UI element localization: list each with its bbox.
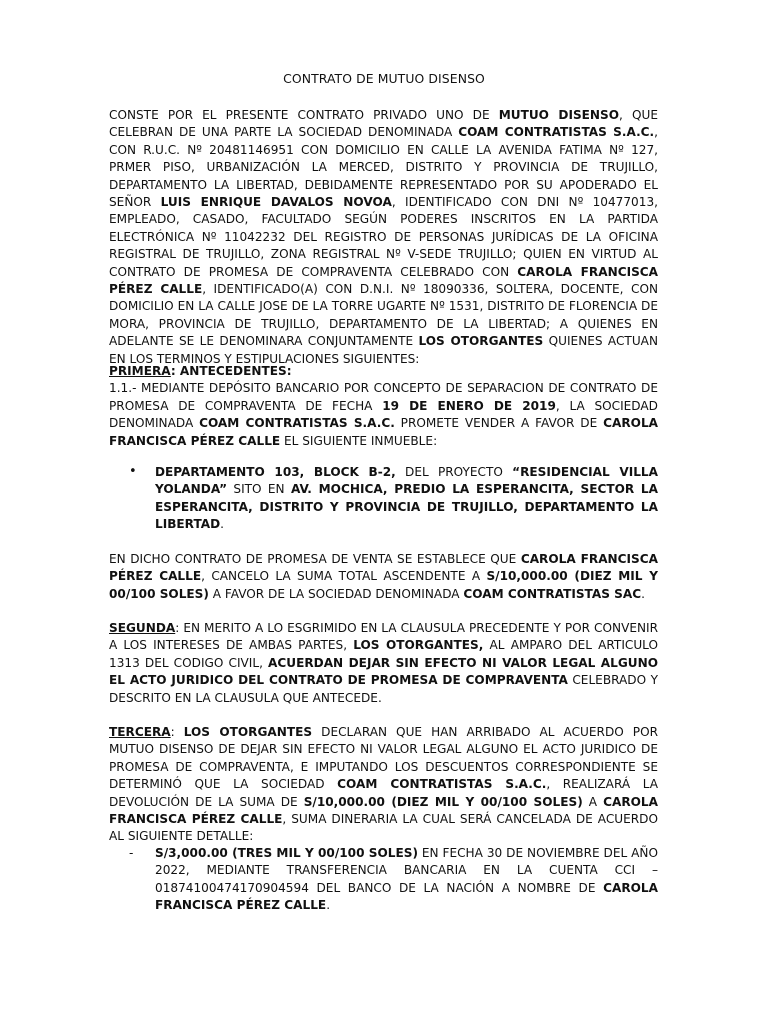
clause-segunda bbox=[109, 620, 658, 707]
text-run: A FAVOR DE LA SOCIEDAD DENOMINADA bbox=[208, 586, 464, 601]
text-run: S/10,000.00 (DIEZ MIL Y 00/100 SOLES) bbox=[303, 794, 583, 809]
text-run: SEGUNDA bbox=[109, 621, 176, 635]
text-run: 19 DE ENERO DE 2019 bbox=[382, 398, 556, 413]
payment-paragraph bbox=[109, 551, 658, 603]
text-run: COAM CONTRATISTAS S.A.C. bbox=[337, 777, 547, 792]
text-run: DEL PROYECTO bbox=[395, 465, 513, 479]
text-run: . bbox=[326, 898, 331, 913]
text-run: LOS OTORGANTES bbox=[183, 725, 313, 739]
text-run: S/3,000.00 (TRES MIL Y 00/100 SOLES) bbox=[155, 846, 418, 860]
dash-marker: - bbox=[129, 846, 134, 860]
text-run: PROMETE VENDER A FAVOR DE bbox=[394, 416, 604, 431]
text-run: CAROLA FRANCISCA PÉREZ CALLE bbox=[109, 794, 658, 827]
text-run: : bbox=[170, 725, 184, 739]
text-run: TERCERA bbox=[109, 725, 171, 739]
text-run: LOS OTORGANTES, bbox=[353, 638, 484, 653]
text-run: : EN MERITO A LO ESGRIMIDO EN LA CLAUSULA PRECEDENTE Y POR CONVENIR A LOS INTERESES DE AMBAS PARTES, bbox=[109, 621, 658, 653]
text-run: EN FECHA 30 DE NOVIEMBRE DEL AÑO 2022, MEDIANTE TRANSFERENCIA BANCARIA EN LA CUENTA CCI – 01874100474170904594 DEL BANCO DE LA NACIÓN A NOMBRE DE bbox=[155, 846, 658, 895]
text-run: EN DICHO CONTRATO DE PROMESA DE VENTA SE ESTABLECE QUE bbox=[109, 552, 521, 566]
document-title: CONTRATO DE MUTUO DISENSO bbox=[283, 71, 485, 86]
text-run: , QUE CELEBRAN DE UNA PARTE LA SOCIEDAD DENOMINADA bbox=[109, 108, 658, 140]
text-run: SITO EN bbox=[227, 482, 291, 497]
text-run: LUIS ENRIQUE DAVALOS NOVOA bbox=[160, 195, 392, 210]
text-run: CELEBRADO Y DESCRITO EN LA CLAUSULA QUE ANTECEDE. bbox=[109, 673, 659, 705]
text-run: , IDENTIFICADO(A) CON D.N.I. Nº 18090336, SOLTERA, DOCENTE, CON DOMICILIO EN LA CALLE JOSE DE LA TORRE UGARTE Nº 1531, DISTRITO DE FLORENCIA DE MORA, PROVINCIA DE TRUJILLO, DEPARTAMENTO DE LA LIBERTAD; A QUIENES EN ADELANTE SE LE DENOMINARA CONJUNTAMENTE bbox=[109, 282, 659, 349]
text-run: PRIMERA bbox=[109, 364, 171, 378]
text-run: QUIENES ACTUAN EN LOS TERMINOS Y ESTIPULACIONES SIGUIENTES: bbox=[109, 334, 658, 366]
text-run: 1.1.- MEDIANTE DEPÓSITO BANCARIO POR CONCEPTO DE SEPARACION DE CONTRATO DE PROMESA DE COMPRAVENTA DE FECHA bbox=[109, 381, 658, 413]
text-run: , CANCELO LA SUMA TOTAL ASCENDENTE A bbox=[201, 569, 487, 584]
text-run: A bbox=[582, 794, 604, 809]
text-run: CAROLA FRANCISCA PÉREZ CALLE bbox=[109, 416, 659, 448]
text-run: LOS OTORGANTES bbox=[418, 334, 544, 349]
text-run: COAM CONTRATISTAS S.A.C. bbox=[458, 125, 655, 140]
text-run: , SUMA DINERARIA LA CUAL SERÁ CANCELADA DE ACUERDO AL SIGUIENTE DETALLE: bbox=[109, 812, 658, 844]
text-run: S/10,000.00 (DIEZ MIL Y 00/100 SOLES) bbox=[109, 569, 658, 601]
bullet-marker: • bbox=[129, 464, 137, 479]
text-run: CAROLA FRANCISCA PÉREZ CALLE bbox=[155, 880, 658, 913]
text-run: CAROLA FRANCISCA PÉREZ CALLE bbox=[109, 264, 659, 297]
text-run: AL AMPARO DEL ARTICULO 1313 DEL CODIGO CIVIL, bbox=[109, 638, 659, 670]
text-run: MUTUO DISENSO bbox=[498, 108, 620, 122]
text-run: COAM CONTRATISTAS S.A.C. bbox=[199, 416, 395, 431]
text-run: , CON R.U.C. Nº 20481146951 CON DOMICILIO EN CALLE LA AVENIDA FATIMA Nº 127, PRMER PISO, URBANIZACIÓN LA MERCED, DISTRITO Y PROVINCIA DE TRUJILLO, DEPARTAMENTO LA LIBERTAD, DEBIDAMENTE REPRESENTADO POR SU APODERADO EL SEÑOR bbox=[109, 125, 658, 210]
text-run: : ANTECEDENTES: bbox=[170, 364, 292, 378]
text-run: “RESIDENCIAL VILLA YOLANDA” bbox=[155, 465, 658, 497]
text-run: , REALIZARÁ LA DEVOLUCIÓN DE LA SUMA DE bbox=[109, 777, 658, 809]
property-bullet-item bbox=[155, 464, 658, 534]
text-run: EL SIGUIENTE INMUEBLE: bbox=[280, 433, 438, 448]
text-run: . bbox=[641, 586, 645, 601]
text-run: AV. MOCHICA, PREDIO LA ESPERANCITA, SECTOR LA ESPERANCITA, DISTRITO Y PROVINCIA DE TRUJILLO, DEPARTAMENTO LA LIBERTAD bbox=[155, 482, 658, 532]
text-run: , LA SOCIEDAD DENOMINADA bbox=[109, 398, 658, 431]
installment-item bbox=[155, 845, 658, 915]
clause-primera bbox=[109, 363, 658, 450]
text-run: DECLARAN QUE HAN ARRIBADO AL ACUERDO POR MUTUO DISENSO DE DEJAR SIN EFECTO NI VALOR LEGAL ALGUNO EL ACTO JURIDICO DE PROMESA DE COMPRAVENTA, E IMPUTANDO LOS DESCUENTOS CORRESPONDIENTE SE DETERMINÓ QUE LA SOCIEDAD bbox=[109, 725, 659, 792]
intro-paragraph bbox=[109, 107, 658, 368]
text-run: COAM CONTRATISTAS SAC bbox=[463, 586, 642, 601]
text-run: , IDENTIFICADO CON DNI Nº 10477013, EMPLEADO, CASADO, FACULTADO SEGÚN PODERES INSCRITOS EN LA PARTIDA ELECTRÓNICA Nº 11042232 DEL REGISTRO DE PERSONAS JURÍDICAS DE LA OFICINA REGISTRAL DE TRUJILLO, ZONA REGISTRAL Nº V-SEDE TRUJILLO; QUIEN EN VIRTUD AL CONTRATO DE PROMESA DE COMPRAVENTA CELEBRADO CON bbox=[109, 195, 658, 279]
clause-tercera bbox=[109, 724, 658, 846]
text-run: . bbox=[220, 517, 225, 532]
text-run: DEPARTAMENTO 103, BLOCK B-2, bbox=[155, 465, 396, 479]
text-run: CONSTE POR EL PRESENTE CONTRATO PRIVADO UNO DE bbox=[109, 108, 499, 122]
text-run: ACUERDAN DEJAR SIN EFECTO NI VALOR LEGAL ALGUNO EL ACTO JURIDICO DEL CONTRATO DE PROMESA DE COMPRAVENTA bbox=[109, 655, 658, 688]
text-run: CAROLA FRANCISCA PÉREZ CALLE bbox=[109, 552, 658, 584]
